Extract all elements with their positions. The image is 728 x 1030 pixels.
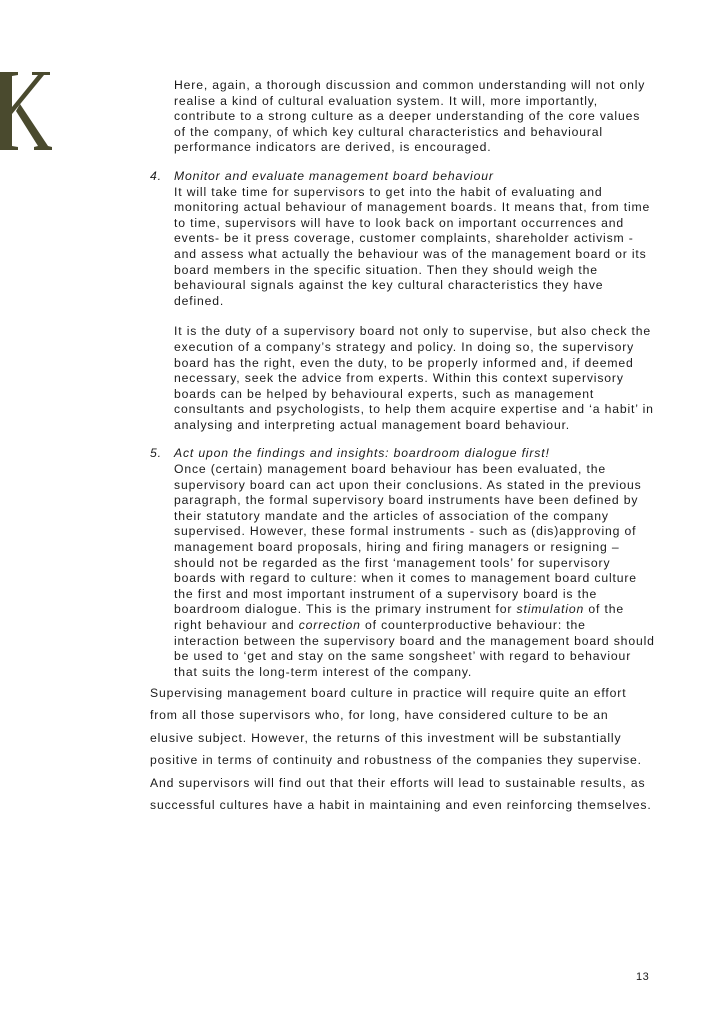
item-heading-text: Act upon the findings and insights: boardroom dialogue first!	[174, 446, 550, 461]
page-number: 13	[636, 971, 650, 983]
item-paragraph: It will take time for supervisors to get into the habit of evaluating and monitoring actual behaviour of management boards. It means that, from time to time, supervisors will have to look back on important occurrences and events- be it press coverage, customer complaints, shareholder activism - and assess what actually the behaviour was of the management board or its board members in the specific situation. Then they should weigh the behavioural signals against the key cultural characteristics they have defined.	[174, 184, 651, 308]
k-monogram-logo-icon	[0, 66, 52, 156]
list-item-4	[150, 169, 655, 434]
text-run: of counterproductive behaviour: the interaction between the supervisory board and the management board should be used to ‘get and stay on the same songsheet’ with regard to behaviour that suits the long-term interest of the company.	[174, 618, 655, 679]
emphasis-correction: correction	[298, 618, 361, 632]
item-heading-text: Monitor and evaluate management board behaviour	[174, 168, 494, 183]
main-content	[150, 78, 655, 680]
text-run: Once (certain) management board behaviour has been evaluated, the supervisory board can act upon their conclusions. As stated in the previous paragraph, the formal supervisory board instruments have been defined by their statutory mandate and the articles of association of the company supervised. However, these formal instruments - such as (dis)approving of management board proposals, hiring and firing managers or resigning – should not be regarded as the first ‘management tools’ for supervisory boards with regard to culture: when it comes to management board culture the first and most important instrument of a supervisory board is the boardroom dialogue. This is the primary instrument for	[174, 462, 642, 617]
item-paragraph	[150, 462, 655, 680]
list-item-5	[150, 446, 655, 680]
intro-paragraph: Here, again, a thorough discussion and common understanding will not only realise a kind of cultural evaluation system. It will, more importantly, contribute to a strong culture as a deeper understanding of the core values of the company, of which key cultural characteristics and behavioural performance indicators are derived, is encouraged.	[174, 78, 646, 155]
closing-paragraph: Supervising management board culture in practice will require quite an effort from all those supervisors who, for long, have considered culture to be an elusive subject. However, the returns of this investment will be substantially positive in terms of continuity and robustness of the companies they supervise. And supervisors will find out that their efforts will lead to sustainable results, as successful cultures have a habit in maintaining and even reinforcing themselves.	[150, 686, 652, 813]
item-heading	[150, 446, 655, 462]
text-run: of the right behaviour and	[174, 602, 624, 632]
item-heading	[150, 169, 655, 185]
item-number: 5.	[150, 446, 162, 461]
item-number: 4.	[150, 168, 162, 183]
closing-section	[150, 682, 655, 816]
item-paragraph: It is the duty of a supervisory board not only to supervise, but also check the execution of a company’s strategy and policy. In doing so, the supervisory board has the right, even the duty, to be properly informed and, if deemed necessary, seek the advice from experts. Within this context supervisory boards can be helped by behavioural experts, such as management consultants and psychologists, to help them acquire expertise and ‘a habit’ in analysing and interpreting actual management board behaviour.	[174, 324, 654, 432]
emphasis-stimulation: stimulation	[516, 602, 585, 617]
